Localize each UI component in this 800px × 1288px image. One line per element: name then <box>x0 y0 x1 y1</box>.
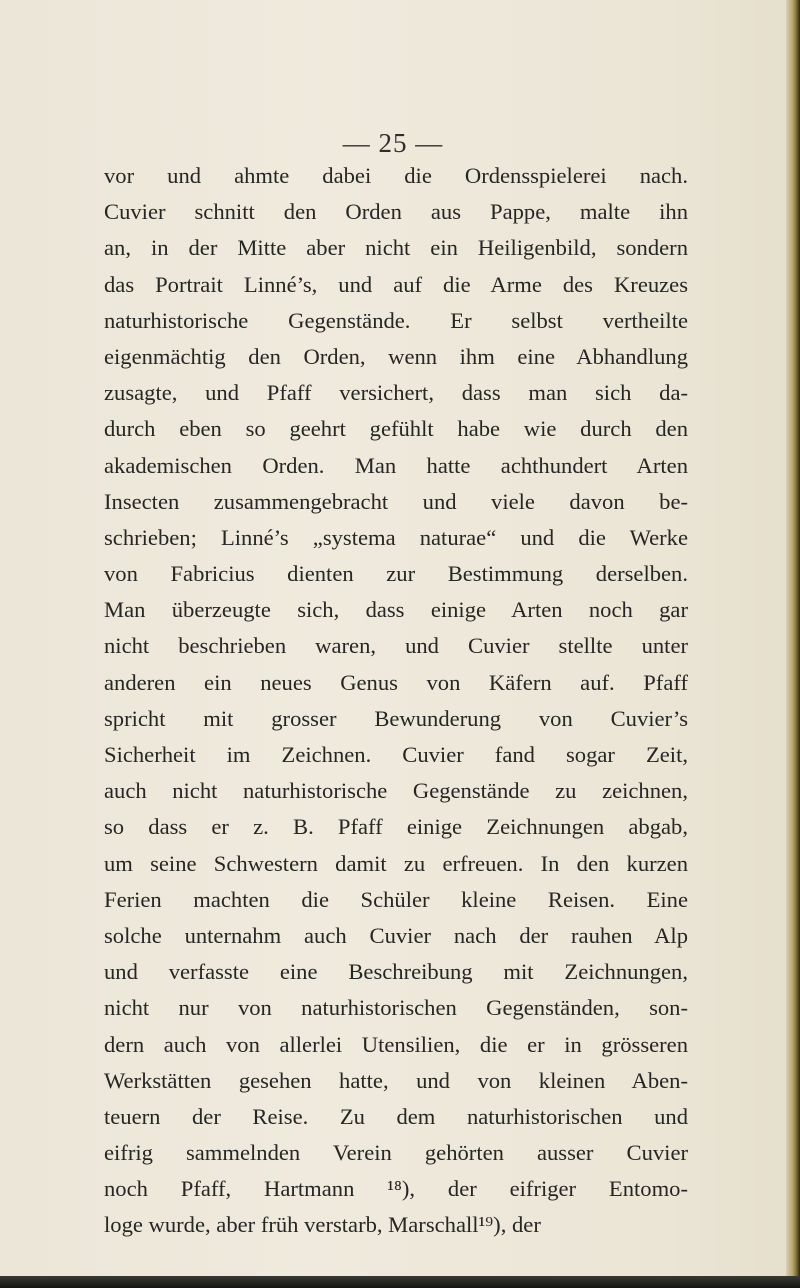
text-line: Sicherheit im Zeichnen. Cuvier fand sogar Zeit, <box>104 742 688 767</box>
body-text <box>104 158 688 1244</box>
text-line: schrieben; Linné’s „systema naturae“ und die Werke <box>104 524 688 550</box>
text-line: an, in der Mitte aber nicht ein Heiligenbild, sondern <box>104 235 688 261</box>
text-line: spricht mit grosser Bewunderung von Cuvier’s <box>104 705 688 731</box>
text-line: anderen ein neues Genus von Käfern auf. Pfaff <box>104 669 688 695</box>
text-line: nicht beschrieben waren, und Cuvier stellte unter <box>104 633 688 659</box>
text-line: und verfasste eine Beschreibung mit Zeichnungen, <box>104 959 688 985</box>
text-line: solche unternahm auch Cuvier nach der rauhen Alp <box>104 922 688 948</box>
text-line: naturhistorische Gegenstände. Er selbst vertheilte <box>104 307 688 333</box>
page-edge-shadow <box>786 0 800 1288</box>
text-line: dern auch von allerlei Utensilien, die er in grösseren <box>104 1031 688 1057</box>
text-line: um seine Schwestern damit zu erfreuen. In den kurzen <box>104 850 688 876</box>
text-line: durch eben so geehrt gefühlt habe wie durch den <box>104 416 688 442</box>
text-line: vor und ahmte dabei die Ordensspielerei nach. <box>104 163 688 188</box>
text-line: auch nicht naturhistorische Gegenstände zu zeichnen, <box>104 778 688 804</box>
text-line: von Fabricius dienten zur Bestimmung derselben. <box>104 561 688 587</box>
text-line: eifrig sammelnden Verein gehörten ausser Cuvier <box>104 1140 688 1166</box>
text-line: zusagte, und Pfaff versichert, dass man sich da- <box>104 380 688 406</box>
text-line: Cuvier schnitt den Orden aus Pappe, malte ihn <box>104 199 688 225</box>
text-line: das Portrait Linné’s, und auf die Arme des Kreuzes <box>104 271 688 297</box>
text-line: so dass er z. B. Pfaff einige Zeichnungen abgab, <box>104 814 688 840</box>
page-number: — 25 — <box>342 128 444 158</box>
text-line: noch Pfaff, Hartmann ¹⁸), der eifriger Entomo- <box>104 1176 688 1202</box>
text-line: Man überzeugte sich, dass einige Arten noch gar <box>104 597 688 623</box>
text-line: Ferien machten die Schüler kleine Reisen. Eine <box>104 886 688 912</box>
text-line: loge wurde, aber früh verstarb, Marschall¹⁹), der <box>104 1212 541 1238</box>
page-bottom-edge <box>0 1276 800 1288</box>
text-line: akademischen Orden. Man hatte achthundert Arten <box>104 452 688 478</box>
text-line: nicht nur von naturhistorischen Gegenständen, son- <box>104 995 688 1021</box>
text-line: eigenmächtig den Orden, wenn ihm eine Abhandlung <box>104 343 688 369</box>
text-line: teuern der Reise. Zu dem naturhistorischen und <box>104 1103 688 1129</box>
text-line: Insecten zusammengebracht und viele davon be- <box>104 488 688 514</box>
text-line: Werkstätten gesehen hatte, und von kleinen Aben- <box>104 1067 688 1093</box>
